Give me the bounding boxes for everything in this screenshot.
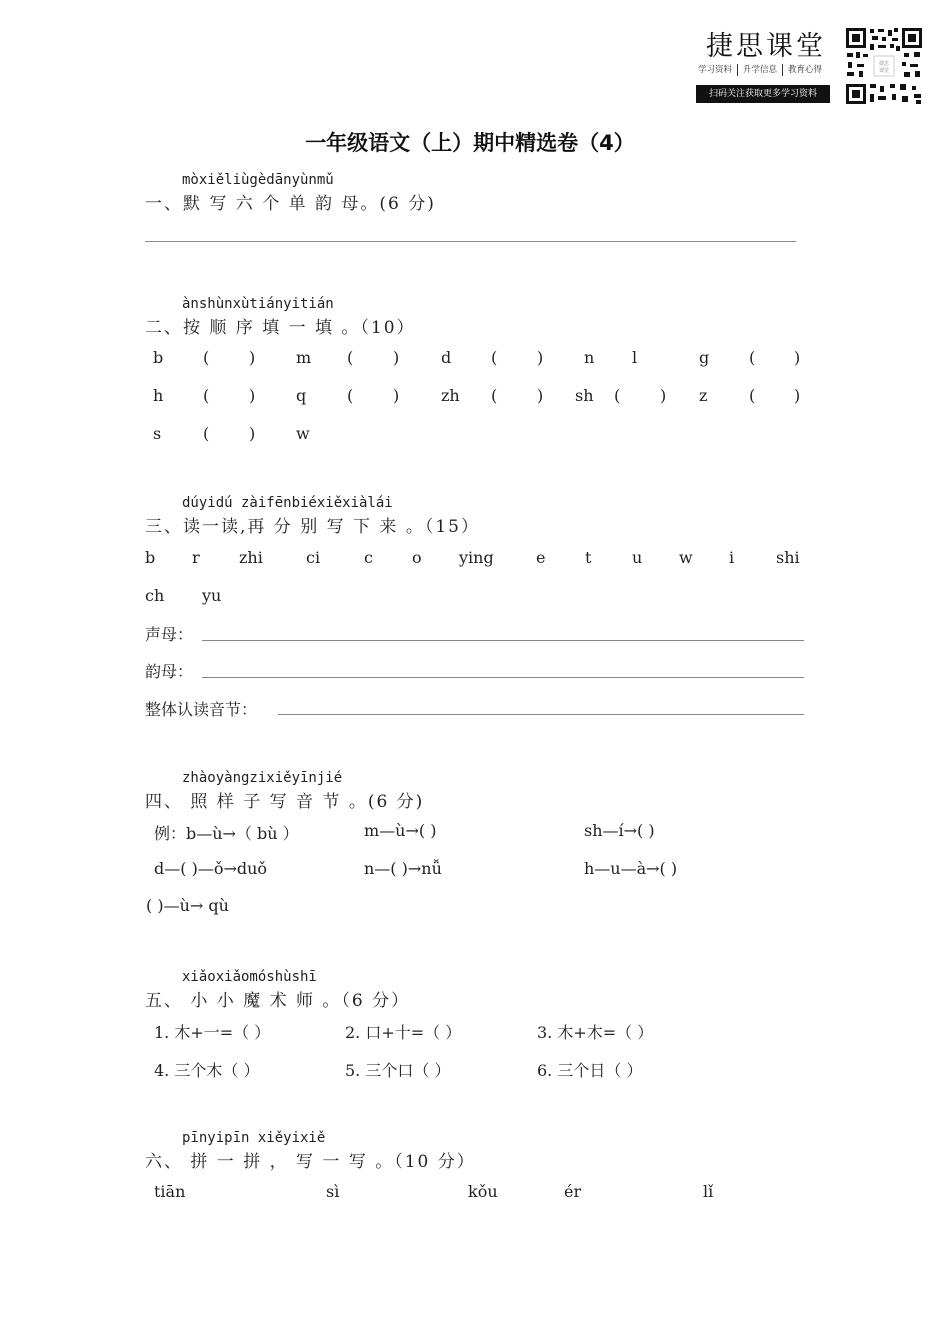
syllable-to-write: tiān [154, 1182, 186, 1201]
sequence-letter: w [296, 424, 310, 443]
sequence-letter: g [699, 348, 710, 367]
blank-close: ) [393, 386, 400, 405]
sequence-letter: n [584, 348, 595, 367]
sequence-letter: q [296, 386, 307, 405]
pinyin-item: ying [459, 548, 494, 567]
syllable-exercise[interactable]: n—( )→nǚ [364, 859, 442, 878]
sequence-letter: d [441, 348, 452, 367]
syllable-to-write: sì [326, 1182, 340, 1201]
pinyin-item: t [585, 548, 592, 567]
blank-open[interactable]: ( [203, 348, 210, 367]
blank-close: ) [249, 348, 256, 367]
qr-code-icon [844, 26, 924, 106]
svg-text:捷思: 捷思 [878, 61, 890, 67]
blank-close: ) [537, 348, 544, 367]
page-title-text: 一年级语文（上）期中精选卷（4） [305, 131, 635, 155]
blank-open[interactable]: ( [203, 424, 210, 443]
blank-open[interactable]: ( [347, 386, 354, 405]
sequence-letter: h [153, 386, 164, 405]
pinyin-item: e [536, 548, 546, 567]
section-2-pinyin: ànshùnxùtiányitián [182, 296, 334, 312]
character-puzzle[interactable]: 4. 三个木（ ） [154, 1061, 260, 1080]
syllable-example: 例：b—ù→（ bù ） [154, 824, 299, 843]
section-1-pinyin: mòxiěliùgèdānyùnmǔ [182, 172, 334, 188]
syllable-exercise[interactable]: d—( )—ǒ→duǒ [154, 859, 268, 878]
sequence-letter: b [153, 348, 164, 367]
finals-answer-line[interactable] [202, 677, 804, 678]
blank-open[interactable]: ( [749, 348, 756, 367]
section-4-pinyin: zhàoyàngzixiěyīnjié [182, 770, 343, 786]
pinyin-item: shi [776, 548, 800, 567]
blank-close: ) [249, 424, 256, 443]
section-5-heading: 五、 小 小 魔 术 师 。（6 分） [145, 991, 411, 1011]
pinyin-item: w [679, 548, 693, 567]
blank-close: ) [393, 348, 400, 367]
pinyin-item: zhi [239, 548, 263, 567]
brand-tag: 升学信息 [738, 64, 783, 76]
syllable-exercise[interactable]: ( )—ù→ qù [146, 896, 229, 915]
brand-cta-banner: 扫码关注获取更多学习资料 [696, 85, 830, 103]
syllable-to-write: kǒu [468, 1182, 498, 1201]
syllable-to-write: lǐ [703, 1182, 714, 1201]
blank-close: ) [794, 386, 801, 405]
pinyin-item: u [632, 548, 643, 567]
section-5-pinyin: xiǎoxiǎomóshùshī [182, 969, 317, 985]
blank-open[interactable]: ( [203, 386, 210, 405]
sequence-letter: s [153, 424, 162, 443]
section-6-pinyin: pīnyipīn xiěyixiě [182, 1130, 326, 1146]
character-puzzle[interactable]: 2. 口+十=（ ） [345, 1023, 462, 1042]
character-puzzle[interactable]: 6. 三个日（ ） [537, 1061, 643, 1080]
sequence-letter: z [699, 386, 708, 405]
initials-label: 声母： [145, 625, 194, 644]
section-2-heading: 二、按 顺 序 填 一 填 。（10） [145, 318, 416, 338]
blank-close: ) [249, 386, 256, 405]
svg-text:课堂: 课堂 [878, 68, 890, 74]
pinyin-item: r [192, 548, 200, 567]
finals-label: 韵母： [145, 662, 194, 681]
brand-tag: 学习资料 [698, 64, 738, 76]
whole-syllables-label: 整体认读音节： [145, 700, 258, 719]
page-title [0, 127, 950, 157]
character-puzzle[interactable]: 5. 三个口（ ） [345, 1061, 451, 1080]
section-3-pinyin: dúyidú zàifēnbiéxiěxiàlái [182, 495, 393, 511]
section-1-answer-line[interactable] [145, 241, 796, 242]
blank-open[interactable]: ( [614, 386, 621, 405]
whole-syllables-answer-line[interactable] [278, 714, 804, 715]
blank-close: ) [660, 386, 667, 405]
character-puzzle[interactable]: 1. 木+一=（ ） [154, 1023, 271, 1042]
blank-open[interactable]: ( [347, 348, 354, 367]
blank-open[interactable]: ( [491, 386, 498, 405]
section-1-heading: 一、默 写 六 个 单 韵 母。(6 分) [145, 194, 436, 214]
pinyin-item: i [729, 548, 735, 567]
pinyin-item: yu [202, 586, 222, 605]
character-puzzle[interactable]: 3. 木+木=（ ） [537, 1023, 654, 1042]
pinyin-item: ci [306, 548, 321, 567]
sequence-letter: l [632, 348, 638, 367]
brand-name: 捷思课堂 [706, 31, 826, 62]
sequence-letter: sh [575, 386, 594, 405]
blank-close: ) [794, 348, 801, 367]
sequence-letter: m [296, 348, 312, 367]
syllable-exercise[interactable]: m—ù→( ) [364, 821, 437, 840]
syllable-to-write: ér [564, 1182, 582, 1201]
blank-open[interactable]: ( [749, 386, 756, 405]
blank-close: ) [537, 386, 544, 405]
blank-open[interactable]: ( [491, 348, 498, 367]
section-6-heading: 六、 拼 一 拼 ， 写 一 写 。（10 分） [145, 1152, 476, 1172]
syllable-exercise[interactable]: h—u—à→( ) [584, 859, 678, 878]
section-4-heading: 四、 照 样 子 写 音 节 。(6 分) [145, 792, 425, 812]
sequence-letter: zh [441, 386, 460, 405]
pinyin-item: o [412, 548, 422, 567]
initials-answer-line[interactable] [202, 640, 804, 641]
brand-tags [698, 64, 827, 76]
pinyin-item: ch [145, 586, 165, 605]
section-3-heading: 三、读一读,再 分 别 写 下 来 。（15） [145, 517, 480, 537]
pinyin-item: b [145, 548, 156, 567]
brand-tag: 教育心得 [788, 65, 823, 75]
pinyin-item: c [364, 548, 373, 567]
syllable-exercise[interactable]: sh—í→( ) [584, 821, 655, 840]
